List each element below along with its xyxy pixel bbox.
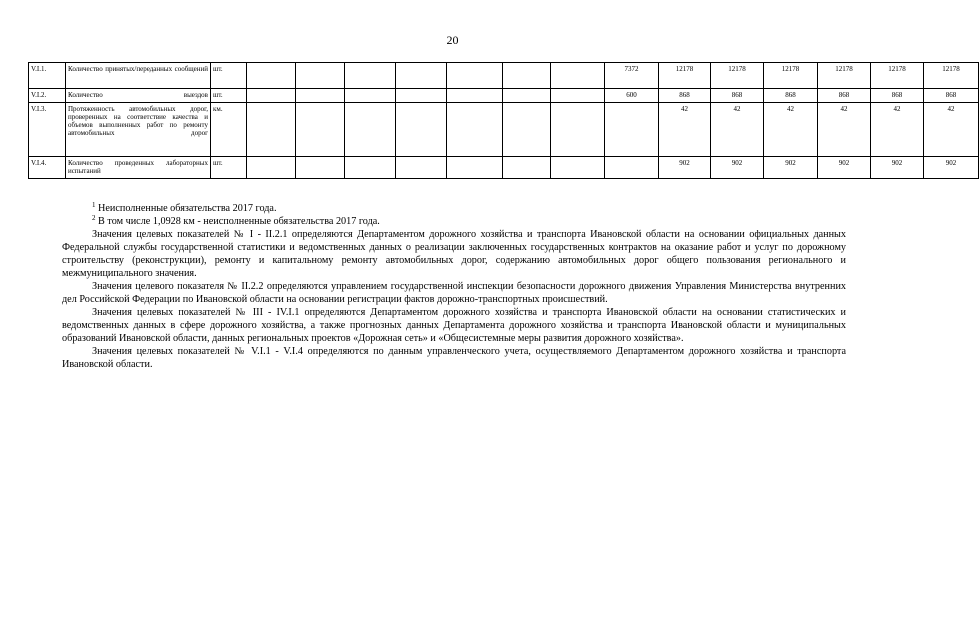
value-cell: 12178 xyxy=(818,63,871,89)
value-cell xyxy=(551,63,605,89)
table-row xyxy=(29,157,979,179)
value-cell: 600 xyxy=(605,89,659,103)
table-row xyxy=(29,89,979,103)
page-number: 20 xyxy=(446,33,459,47)
value-cell: 902 xyxy=(871,157,924,179)
value-cell xyxy=(447,63,503,89)
value-cell xyxy=(447,103,503,157)
value-cell: 868 xyxy=(818,89,871,103)
paragraph-indicators-iii-iv: Значения целевых показателей № III - IV.I.1 определяются Департаментом дорожного хозяйства и транспорта Ивановской области на основании статистических и ведомственных данных в сфере дорожного хозяйства, а также прогнозных данных Департамента дорожного хозяйства и транспорта Ивановской области и муниципальных образований Ивановской области, данных региональных проектов «Дорожная сеть» и «Общесистемные меры развития дорожного хозяйства». xyxy=(62,307,846,344)
value-cell xyxy=(605,103,659,157)
value-cell xyxy=(503,89,551,103)
value-cell xyxy=(296,89,345,103)
value-cell xyxy=(396,89,447,103)
table-row xyxy=(29,103,979,157)
table-row xyxy=(29,63,979,89)
unit-cell: шт. xyxy=(211,157,247,179)
indicator-name-cell: Количество принятых/переданных сообщений xyxy=(66,63,211,89)
row-number-cell: V.I.3. xyxy=(29,103,66,157)
value-cell xyxy=(503,157,551,179)
paragraph-indicators-v: Значения целевых показателей № V.I.1 - V.I.4 определяются по данным управленческого учета, осуществляемого Департаментом дорожного хозяйства и транспорта Ивановской области. xyxy=(62,346,846,370)
value-cell xyxy=(503,103,551,157)
value-cell: 12178 xyxy=(711,63,764,89)
value-cell xyxy=(247,103,296,157)
value-cell xyxy=(396,63,447,89)
value-cell: 12178 xyxy=(659,63,711,89)
footnote-1 xyxy=(62,202,846,215)
value-cell xyxy=(296,63,345,89)
value-cell xyxy=(447,157,503,179)
footnote-mark: 1 xyxy=(92,201,96,209)
value-cell xyxy=(396,157,447,179)
indicator-name-cell: Протяженность автомобильных дорог, проверенных на соответствие качества и объемов выполненных работ по ремонту автомобильных дорог xyxy=(66,103,211,157)
paragraph-indicators-i-ii: Значения целевых показателей № I - II.2.1 определяются Департаментом дорожного хозяйства и транспорта Ивановской области на основании официальных данных Федеральной службы государственной статистики и ведомственных данных о реализации заключенных государственных контрактов на оказание работ и услуг по дорожному строительству (реконструкции), ремонту и капитальному ремонту автомобильных дорог, содержанию автомобильных дорог общего пользования регионального и межмуниципального значения. xyxy=(62,229,846,279)
value-cell xyxy=(551,157,605,179)
indicator-name-cell: Количество проведенных лабораторных испытаний xyxy=(66,157,211,179)
row-number-cell: V.I.4. xyxy=(29,157,66,179)
value-cell xyxy=(345,89,396,103)
indicator-name-cell: Количество выездов xyxy=(66,89,211,103)
value-cell: 868 xyxy=(871,89,924,103)
value-cell xyxy=(345,157,396,179)
value-cell xyxy=(551,103,605,157)
value-cell: 42 xyxy=(659,103,711,157)
value-cell: 42 xyxy=(764,103,818,157)
value-cell xyxy=(396,103,447,157)
row-number-cell: V.I.1. xyxy=(29,63,66,89)
indicators-table xyxy=(28,62,979,179)
value-cell xyxy=(247,157,296,179)
value-cell: 902 xyxy=(924,157,979,179)
value-cell xyxy=(503,63,551,89)
footnote-text: Неисполненные обязательства 2017 года. xyxy=(95,203,277,214)
value-cell: 12178 xyxy=(871,63,924,89)
footnote-mark: 2 xyxy=(92,214,96,222)
value-cell: 902 xyxy=(659,157,711,179)
value-cell xyxy=(296,157,345,179)
value-cell: 902 xyxy=(818,157,871,179)
unit-cell: шт. xyxy=(211,63,247,89)
value-cell: 868 xyxy=(924,89,979,103)
value-cell: 42 xyxy=(818,103,871,157)
value-cell: 12178 xyxy=(924,63,979,89)
value-cell xyxy=(247,63,296,89)
row-number-cell: V.I.2. xyxy=(29,89,66,103)
value-cell xyxy=(551,89,605,103)
value-cell xyxy=(247,89,296,103)
notes-section xyxy=(62,202,846,371)
unit-cell: шт. xyxy=(211,89,247,103)
value-cell: 7372 xyxy=(605,63,659,89)
value-cell: 868 xyxy=(764,89,818,103)
value-cell: 42 xyxy=(871,103,924,157)
value-cell xyxy=(345,103,396,157)
value-cell: 12178 xyxy=(764,63,818,89)
unit-cell: км. xyxy=(211,103,247,157)
value-cell: 868 xyxy=(659,89,711,103)
value-cell: 902 xyxy=(711,157,764,179)
value-cell: 42 xyxy=(711,103,764,157)
value-cell xyxy=(345,63,396,89)
value-cell: 868 xyxy=(711,89,764,103)
value-cell xyxy=(296,103,345,157)
value-cell xyxy=(605,157,659,179)
footnote-2 xyxy=(62,215,846,228)
value-cell: 42 xyxy=(924,103,979,157)
value-cell: 902 xyxy=(764,157,818,179)
paragraph-indicator-ii-2-2: Значения целевого показателя № II.2.2 определяются управлением государственной инспекции безопасности дорожного движения Управления Министерства внутренних дел Российской Федерации по Ивановской области на основании регистрации фактов дорожно-транспортных происшествий. xyxy=(62,281,846,305)
value-cell xyxy=(447,89,503,103)
footnote-text: В том числе 1,0928 км - неисполненные обязательства 2017 года. xyxy=(95,216,380,227)
